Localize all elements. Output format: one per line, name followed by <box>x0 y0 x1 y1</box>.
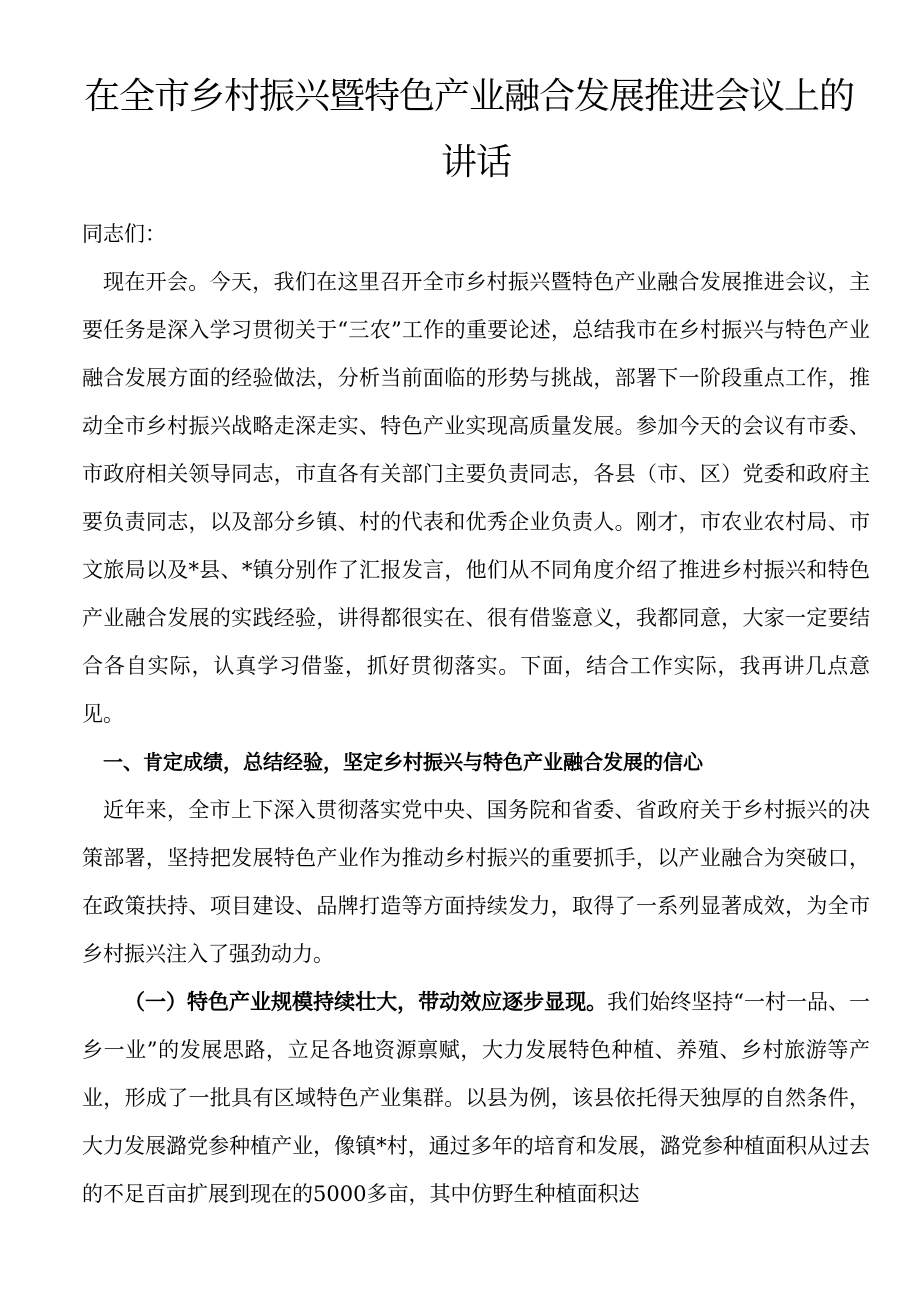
subsection-lead: （一）特色产业规模持续壮大，带动效应逐步显现。 <box>124 990 608 1014</box>
paragraph-opening: 现在开会。今天，我们在这里召开全市乡村振兴暨特色产业融合发展推进会议，主要任务是深入学习贯彻关于“三农”工作的重要论述，总结我市在乡村振兴与特色产业融合发展方面的经验做法，分析当前面临的形势与挑战，部署下一阶段重点工作，推动全市乡村振兴战略走深走实、特色产业实现高质量发展。参加今天的会议有市委、市政府相关领导同志，市直各有关部门主要负责同志，各县（市、区）党委和政府主要负责同志，以及部分乡镇、村的代表和优秀企业负责人。刚才，市农业农村局、市文旅局以及*县、*镇分别作了汇报发言，他们从不同角度介绍了推进乡村振兴和特色产业融合发展的实践经验，讲得都很实在、很有借鉴意义，我都同意，大家一定要结合各自实际，认真学习借鉴，抓好贯彻落实。下面，结合工作实际，我再讲几点意见。 <box>82 270 870 726</box>
subsection-body: 我们始终坚持“一村一品、一乡一业”的发展思路，立足各地资源禀赋，大力发展特色种植、养殖、乡村旅游等产业，形成了一批具有区域特色产业集群。以县为例，该县依托得天独厚的自然条件，大力发展潞党参种植产业，像镇*村，通过多年的培育和发展，潞党参种植面积从过去的不足百亩扩展到现在的5000多亩，其中仿野生种植面积达 <box>82 990 870 1206</box>
paragraph-achievements: 近年来，全市上下深入贯彻落实党中央、国务院和省委、省政府关于乡村振兴的决策部署，坚持把发展特色产业作为推动乡村振兴的重要抓手，以产业融合为突破口，在政策扶持、项目建设、品牌打造等方面持续发力，取得了一系列显著成效，为全市乡村振兴注入了强劲动力。 <box>82 798 870 966</box>
paragraph-subsection-1 <box>82 978 870 1218</box>
salutation: 同志们： <box>82 222 166 246</box>
section-heading-1: 一、肯定成绩，总结经验，坚定乡村振兴与特色产业融合发展的信心 <box>103 750 703 774</box>
document-title: 在全市乡村振兴暨特色产业融合发展推进会议上的讲话 <box>83 76 854 183</box>
